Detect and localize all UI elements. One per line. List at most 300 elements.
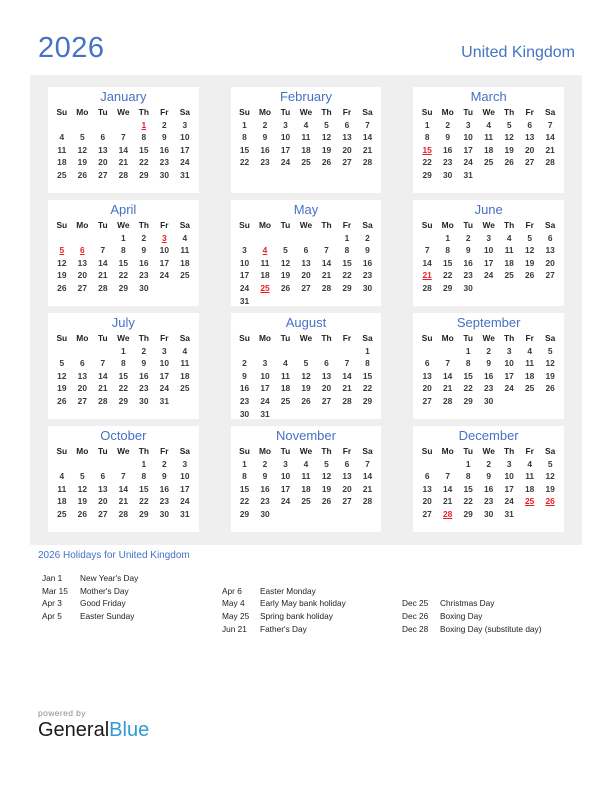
date-cell: 21 (118, 157, 128, 168)
date-cell: 6 (424, 358, 430, 369)
date-cell: 5 (324, 458, 329, 469)
date-cell: 6 (303, 245, 309, 256)
date-cell: 15 (362, 370, 373, 381)
date-cell: 13 (524, 132, 535, 143)
date-cell: 10 (239, 257, 250, 268)
empty-cell (52, 345, 73, 358)
date-cell: 27 (422, 508, 432, 519)
day-name: Su (421, 107, 433, 117)
date-cell: 15 (463, 483, 473, 494)
date-cell: 23 (159, 496, 169, 507)
day-name: Th (321, 333, 332, 343)
day-name: Mo (76, 333, 89, 343)
date-cell: 22 (463, 496, 473, 507)
date-cell: 7 (547, 119, 553, 130)
date-cell: 20 (524, 144, 535, 155)
date-cell: 8 (465, 358, 471, 369)
empty-cell (499, 282, 520, 295)
date-cell: 28 (442, 508, 453, 519)
date-cell: 7 (120, 471, 126, 482)
date-cell: 13 (98, 144, 108, 155)
day-name: Mo (441, 446, 454, 456)
date-cell: 22 (118, 270, 128, 281)
date-cell: 28 (342, 395, 352, 406)
month-title: January (100, 89, 147, 104)
date-cell: 8 (424, 132, 430, 143)
date-cell: 7 (100, 358, 106, 369)
date-cell: 23 (463, 270, 473, 281)
holiday-date: Mar 15 (42, 585, 68, 596)
holiday-row (42, 585, 222, 598)
date-cell: 17 (180, 144, 190, 155)
date-cell: 23 (442, 157, 453, 168)
date-cell: 26 (524, 270, 535, 281)
date-cell: 17 (280, 483, 291, 494)
date-cell: 11 (260, 257, 270, 268)
date-cell: 26 (321, 496, 332, 507)
months-grid (30, 75, 582, 545)
date-cell: 22 (362, 383, 373, 394)
date-cell: 15 (139, 144, 149, 155)
day-name: Th (138, 333, 149, 343)
date-cell: 6 (100, 471, 106, 482)
month-grid (417, 219, 561, 295)
date-cell: 19 (504, 144, 514, 155)
date-cell: 11 (57, 483, 67, 494)
date-cell: 14 (442, 370, 453, 381)
date-cell: 18 (260, 270, 270, 281)
holiday-row (42, 610, 222, 623)
empty-cell (275, 345, 296, 358)
day-name: Mo (258, 446, 272, 456)
holiday-row (402, 622, 582, 635)
week-row (234, 144, 378, 157)
day-name: Fr (342, 220, 352, 230)
weekday-header-row (234, 106, 378, 119)
date-cell: 21 (545, 144, 555, 155)
date-cell: 15 (239, 144, 250, 155)
holiday-date: Apr 6 (222, 585, 242, 596)
empty-cell (275, 232, 296, 245)
weekday-header-row (234, 332, 378, 345)
date-cell: 9 (242, 370, 247, 381)
weekday-header-row (417, 106, 561, 119)
date-cell: 26 (545, 496, 555, 507)
date-cell: 4 (527, 458, 532, 469)
date-cell: 1 (365, 345, 370, 356)
date-cell: 19 (301, 383, 311, 394)
day-name: Su (239, 107, 250, 117)
empty-cell (255, 345, 276, 358)
date-cell: 3 (506, 345, 512, 356)
date-cell: 29 (362, 395, 373, 406)
date-cell: 29 (422, 169, 432, 180)
date-cell: 19 (321, 483, 332, 494)
day-name: We (117, 333, 130, 343)
date-cell: 7 (365, 458, 370, 469)
week-row (417, 257, 561, 270)
date-cell: 24 (280, 496, 291, 507)
week-row (234, 508, 378, 521)
holiday-row (402, 610, 582, 623)
empty-cell (93, 345, 114, 358)
week-row (52, 370, 196, 383)
week-row (52, 119, 196, 132)
date-cell: 22 (422, 157, 432, 168)
week-row (417, 370, 561, 383)
week-row (417, 156, 561, 169)
date-cell: 3 (486, 232, 491, 243)
date-cell: 4 (486, 119, 491, 130)
date-cell: 8 (242, 132, 247, 143)
date-cell: 27 (321, 395, 332, 406)
date-cell: 7 (424, 245, 430, 256)
date-cell: 24 (463, 157, 473, 168)
week-row (417, 495, 561, 508)
date-cell: 31 (463, 169, 473, 180)
date-cell: 1 (242, 119, 247, 130)
week-row (234, 156, 378, 169)
date-cell: 15 (118, 370, 128, 381)
date-cell: 16 (442, 144, 453, 155)
date-cell: 27 (422, 395, 432, 406)
holiday-name: Spring bank holiday (260, 611, 333, 622)
holiday-column-1 (42, 572, 222, 635)
empty-cell (499, 395, 520, 408)
day-name: Tu (98, 333, 108, 343)
week-row (234, 382, 378, 395)
date-cell: 6 (344, 119, 350, 130)
date-cell: 3 (182, 458, 188, 469)
date-cell: 22 (342, 270, 352, 281)
empty-cell (540, 169, 561, 182)
empty-cell (357, 295, 378, 308)
date-cell: 28 (98, 282, 108, 293)
date-cell: 2 (161, 458, 167, 469)
date-cell: 30 (362, 282, 373, 293)
date-cell: 7 (100, 245, 106, 256)
holiday-date: Apr 5 (42, 611, 62, 622)
date-cell: 25 (180, 270, 190, 281)
date-cell: 1 (242, 458, 247, 469)
weekday-header-row (417, 332, 561, 345)
date-cell: 1 (120, 232, 126, 243)
date-cell: 28 (362, 157, 373, 168)
date-cell: 19 (321, 144, 332, 155)
date-cell: 28 (362, 496, 373, 507)
holiday-name: Easter Sunday (80, 611, 135, 622)
day-name: Fr (160, 107, 169, 117)
date-cell: 29 (118, 395, 128, 406)
week-row (234, 395, 378, 408)
month-grid (417, 106, 561, 182)
date-cell: 8 (344, 245, 350, 256)
date-cell: 18 (504, 257, 514, 268)
date-cell: 27 (524, 157, 535, 168)
date-cell: 23 (483, 496, 494, 507)
day-name: Th (138, 107, 149, 117)
day-name: Th (504, 107, 515, 117)
week-row (234, 295, 378, 308)
day-name: Tu (280, 220, 291, 230)
empty-cell (337, 295, 358, 308)
empty-cell (478, 169, 499, 182)
week-row (234, 370, 378, 383)
date-cell: 17 (504, 483, 514, 494)
weekday-header-row (52, 219, 196, 232)
day-name: Th (504, 446, 515, 456)
date-cell: 4 (262, 245, 268, 256)
date-cell: 23 (260, 496, 270, 507)
date-cell: 15 (342, 257, 352, 268)
date-cell: 26 (57, 395, 67, 406)
day-name: Su (239, 333, 250, 343)
week-row (417, 244, 561, 257)
day-name: Tu (98, 446, 108, 456)
day-name: We (117, 220, 130, 230)
powered-by-label: powered by (38, 708, 86, 718)
date-cell: 4 (182, 232, 188, 243)
empty-cell (316, 508, 337, 521)
month-grid (52, 445, 196, 521)
date-cell: 28 (118, 508, 128, 519)
date-cell: 20 (545, 257, 555, 268)
date-cell: 18 (301, 483, 311, 494)
day-name: Su (421, 446, 433, 456)
week-row (417, 395, 561, 408)
date-cell: 9 (262, 471, 268, 482)
date-cell: 31 (180, 508, 190, 519)
date-cell: 22 (239, 496, 250, 507)
date-cell: 20 (422, 496, 432, 507)
date-cell: 24 (483, 270, 494, 281)
date-cell: 12 (545, 358, 555, 369)
holidays-list (42, 572, 582, 635)
date-cell: 22 (139, 496, 149, 507)
day-name: Mo (76, 107, 89, 117)
empty-cell (296, 345, 317, 358)
day-name: Mo (441, 107, 454, 117)
date-cell: 29 (342, 282, 352, 293)
day-name: Tu (463, 333, 473, 343)
date-cell: 2 (445, 119, 450, 130)
month-grid (234, 106, 378, 169)
empty-cell (499, 169, 520, 182)
day-name: Th (321, 107, 332, 117)
holiday-name: Mother's Day (80, 585, 129, 596)
date-cell: 18 (180, 257, 190, 268)
week-row (417, 483, 561, 496)
date-cell: 16 (159, 483, 169, 494)
date-cell: 19 (57, 270, 67, 281)
day-name: Mo (441, 333, 454, 343)
month-grid (417, 332, 561, 408)
holiday-date: May 25 (222, 611, 250, 622)
date-cell: 10 (280, 132, 291, 143)
date-cell: 14 (362, 471, 373, 482)
day-name: Su (421, 220, 433, 230)
date-cell: 28 (321, 282, 332, 293)
holiday-name: Father's Day (260, 623, 307, 634)
month-grid (52, 106, 196, 182)
week-row (417, 269, 561, 282)
date-cell: 14 (118, 483, 128, 494)
day-name: Su (56, 220, 68, 230)
day-name: Su (56, 333, 68, 343)
date-cell: 26 (57, 282, 67, 293)
date-cell: 31 (159, 395, 169, 406)
date-cell: 22 (239, 157, 250, 168)
date-cell: 3 (161, 345, 167, 356)
generalblue-logo (38, 719, 149, 742)
date-cell: 26 (77, 169, 87, 180)
date-cell: 12 (321, 471, 332, 482)
date-cell: 20 (301, 270, 311, 281)
day-name: Fr (160, 333, 169, 343)
date-cell: 3 (283, 458, 288, 469)
date-cell: 7 (445, 471, 450, 482)
empty-cell (175, 282, 196, 295)
day-name: We (482, 446, 495, 456)
date-cell: 11 (57, 144, 67, 155)
month-title: December (458, 428, 519, 443)
month-title: August (285, 315, 327, 330)
date-cell: 3 (242, 245, 247, 256)
date-cell: 19 (77, 496, 87, 507)
date-cell: 4 (59, 132, 65, 143)
date-cell: 31 (504, 508, 514, 519)
date-cell: 27 (77, 395, 87, 406)
day-name: Sa (179, 446, 190, 456)
week-row (234, 483, 378, 496)
date-cell: 30 (139, 282, 149, 293)
date-cell: 16 (139, 370, 149, 381)
day-name: Sa (179, 333, 190, 343)
date-cell: 18 (57, 157, 67, 168)
page-header (38, 32, 575, 65)
date-cell: 7 (324, 245, 329, 256)
date-cell: 1 (344, 232, 350, 243)
date-cell: 15 (139, 483, 149, 494)
date-cell: 20 (98, 157, 108, 168)
date-cell: 12 (57, 257, 67, 268)
week-row (52, 470, 196, 483)
date-cell: 14 (442, 483, 453, 494)
empty-cell (296, 508, 317, 521)
day-name: Tu (463, 107, 473, 117)
date-cell: 6 (424, 471, 430, 482)
date-cell: 25 (483, 157, 494, 168)
date-cell: 7 (365, 119, 370, 130)
date-cell: 27 (545, 270, 555, 281)
week-row (417, 508, 561, 521)
date-cell: 26 (280, 282, 291, 293)
date-cell: 11 (525, 358, 535, 369)
date-cell: 11 (504, 245, 514, 256)
month-card-october (48, 426, 199, 532)
date-cell: 2 (262, 458, 268, 469)
empty-cell (519, 282, 540, 295)
date-cell: 18 (280, 383, 291, 394)
date-cell: 2 (141, 345, 147, 356)
year-title: 2026 (38, 32, 105, 64)
date-cell: 29 (239, 508, 250, 519)
date-cell: 23 (483, 383, 494, 394)
date-cell: 22 (463, 383, 473, 394)
date-cell: 9 (161, 132, 167, 143)
date-cell: 9 (445, 132, 450, 143)
date-cell: 29 (463, 395, 473, 406)
empty-cell (519, 169, 540, 182)
date-cell: 1 (120, 345, 126, 356)
date-cell: 16 (260, 483, 270, 494)
date-cell: 29 (118, 282, 128, 293)
date-cell: 24 (180, 157, 190, 168)
date-cell: 5 (547, 458, 553, 469)
date-cell: 16 (483, 483, 494, 494)
date-cell: 27 (342, 157, 352, 168)
holidays-section-title: 2026 Holidays for United Kingdom (38, 550, 190, 561)
date-cell: 25 (280, 395, 291, 406)
date-cell: 14 (321, 257, 332, 268)
day-name: Th (504, 333, 515, 343)
day-name: We (299, 333, 313, 343)
date-cell: 21 (98, 383, 108, 394)
date-cell: 27 (77, 282, 87, 293)
date-cell: 6 (547, 232, 553, 243)
date-cell: 13 (422, 483, 432, 494)
date-cell: 21 (362, 483, 373, 494)
date-cell: 26 (504, 157, 514, 168)
holiday-column-2 (222, 572, 402, 635)
empty-cell (357, 408, 378, 421)
day-name: Su (56, 107, 68, 117)
date-cell: 16 (463, 257, 473, 268)
date-cell: 13 (422, 370, 432, 381)
empty-cell (93, 119, 114, 132)
weekday-header-row (234, 445, 378, 458)
day-name: Mo (76, 220, 89, 230)
date-cell: 14 (98, 257, 108, 268)
date-cell: 25 (301, 157, 311, 168)
date-cell: 2 (486, 345, 491, 356)
week-row (52, 232, 196, 245)
week-row (52, 382, 196, 395)
day-name: Fr (160, 446, 169, 456)
day-name: Th (504, 220, 515, 230)
day-name: Sa (362, 107, 373, 117)
day-name: Th (321, 446, 332, 456)
date-cell: 24 (159, 383, 169, 394)
day-name: Th (138, 220, 149, 230)
date-cell: 1 (465, 345, 471, 356)
day-name: Sa (362, 446, 373, 456)
holiday-row (42, 597, 222, 610)
empty-cell (234, 232, 255, 245)
date-cell: 31 (180, 169, 190, 180)
date-cell: 12 (57, 370, 67, 381)
holiday-date: Apr 3 (42, 598, 62, 609)
date-cell: 21 (321, 270, 332, 281)
date-cell: 1 (445, 232, 450, 243)
date-cell: 27 (342, 496, 352, 507)
date-cell: 17 (504, 370, 514, 381)
date-cell: 17 (159, 257, 169, 268)
day-name: Su (421, 333, 433, 343)
day-name: We (482, 333, 495, 343)
date-cell: 28 (442, 395, 453, 406)
date-cell: 15 (422, 144, 432, 155)
